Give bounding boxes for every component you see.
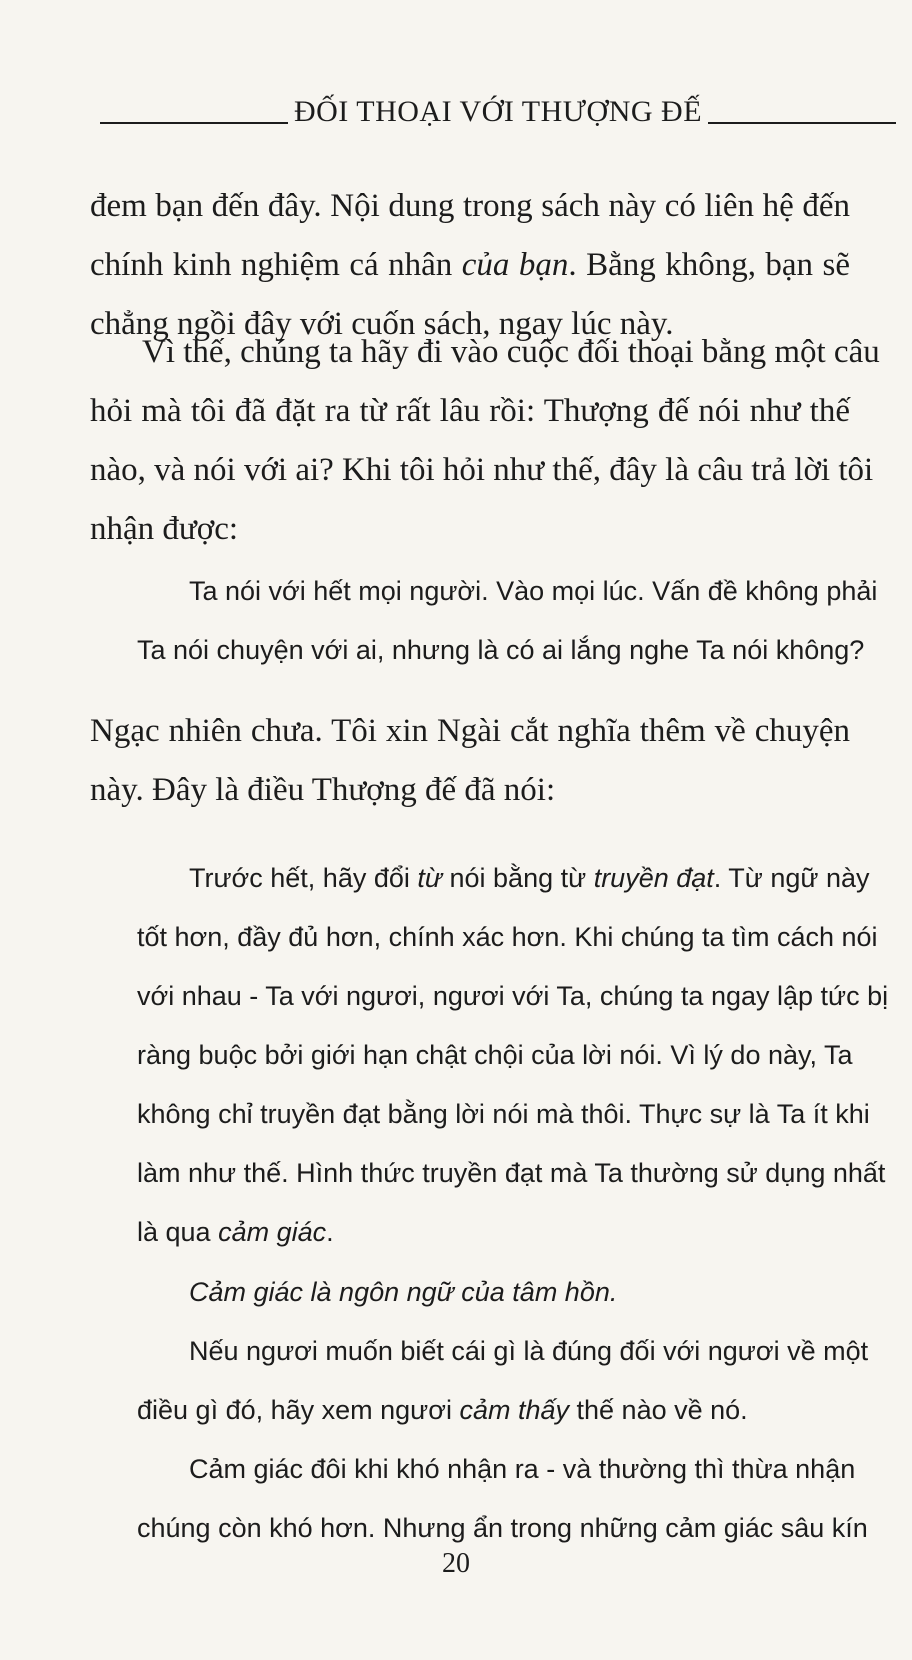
text-line: làm như thế. Hình thức truyền đạt mà Ta thường sử dụng nhất [137,1158,886,1188]
text-line: đem bạn đến đây. Nội dung trong sách này có liên hệ đến [90,188,850,224]
text-line: này. Đây là điều Thượng đế đã nói: [90,772,556,808]
text-line: Trước hết, hãy đổi từ nói bằng từ truyền đạt. Từ ngữ này [189,863,870,893]
quote-1 [137,562,878,680]
text-line: Cảm giác là ngôn ngữ của tâm hồn. [189,1277,618,1307]
running-header [100,92,896,132]
text-line: Vì thế, chúng ta hãy đi vào cuộc đối thoại bằng một câu [142,334,880,370]
text-line: hỏi mà tôi đã đặt ra từ rất lâu rồi: Thượng đế nói như thế [90,393,850,429]
text-line: Ta nói với hết mọi người. Vào mọi lúc. Vấn đề không phải [189,576,878,606]
text-line: Ngạc nhiên chưa. Tôi xin Ngài cắt nghĩa thêm về chuyện [90,713,850,749]
text-line: Nếu ngươi muốn biết cái gì là đúng đối với ngươi về một [189,1336,869,1366]
text-line: nhận được: [90,511,239,547]
text-line: Cảm giác đôi khi khó nhận ra - và thường thì thừa nhận [189,1454,856,1484]
header-rule-right [708,122,896,124]
quote-2 [137,849,889,1262]
text-line: chính kinh nghiệm cá nhân của bạn. Bằng không, bạn sẽ [90,247,851,283]
text-line: không chỉ truyền đạt bằng lời nói mà thôi. Thực sự là Ta ít khi [137,1099,870,1129]
paragraph-3 [90,702,850,820]
header-title: ĐỐI THOẠI VỚI THƯỢNG ĐẾ [293,95,703,128]
text-line: với nhau - Ta với ngươi, ngươi với Ta, chúng ta ngay lập tức bị [137,981,889,1011]
text-line: chúng còn khó hơn. Nhưng ẩn trong những cảm giác sâu kín [137,1513,868,1543]
paragraph-2 [90,323,880,559]
text-line: điều gì đó, hãy xem ngươi cảm thấy thế nào về nó. [137,1395,748,1425]
text-line: nào, và nói với ai? Khi tôi hỏi như thế, đây là câu trả lời tôi [90,452,874,488]
text-line: tốt hơn, đầy đủ hơn, chính xác hơn. Khi chúng ta tìm cách nói [137,922,878,952]
header-rule-left [100,122,288,124]
quote-5 [137,1440,868,1558]
text-line: Ta nói chuyện với ai, nhưng là có ai lắng nghe Ta nói không? [137,635,865,665]
text-line: ràng buộc bởi giới hạn chật chội của lời nói. Vì lý do này, Ta [137,1040,853,1070]
page-number: 20 [442,1548,470,1579]
quote-4 [137,1322,869,1440]
text-line: chẳng ngồi đây với cuốn sách, ngay lúc này. [90,306,674,342]
text-line: là qua cảm giác. [137,1217,334,1247]
quote-3 [137,1263,851,1322]
